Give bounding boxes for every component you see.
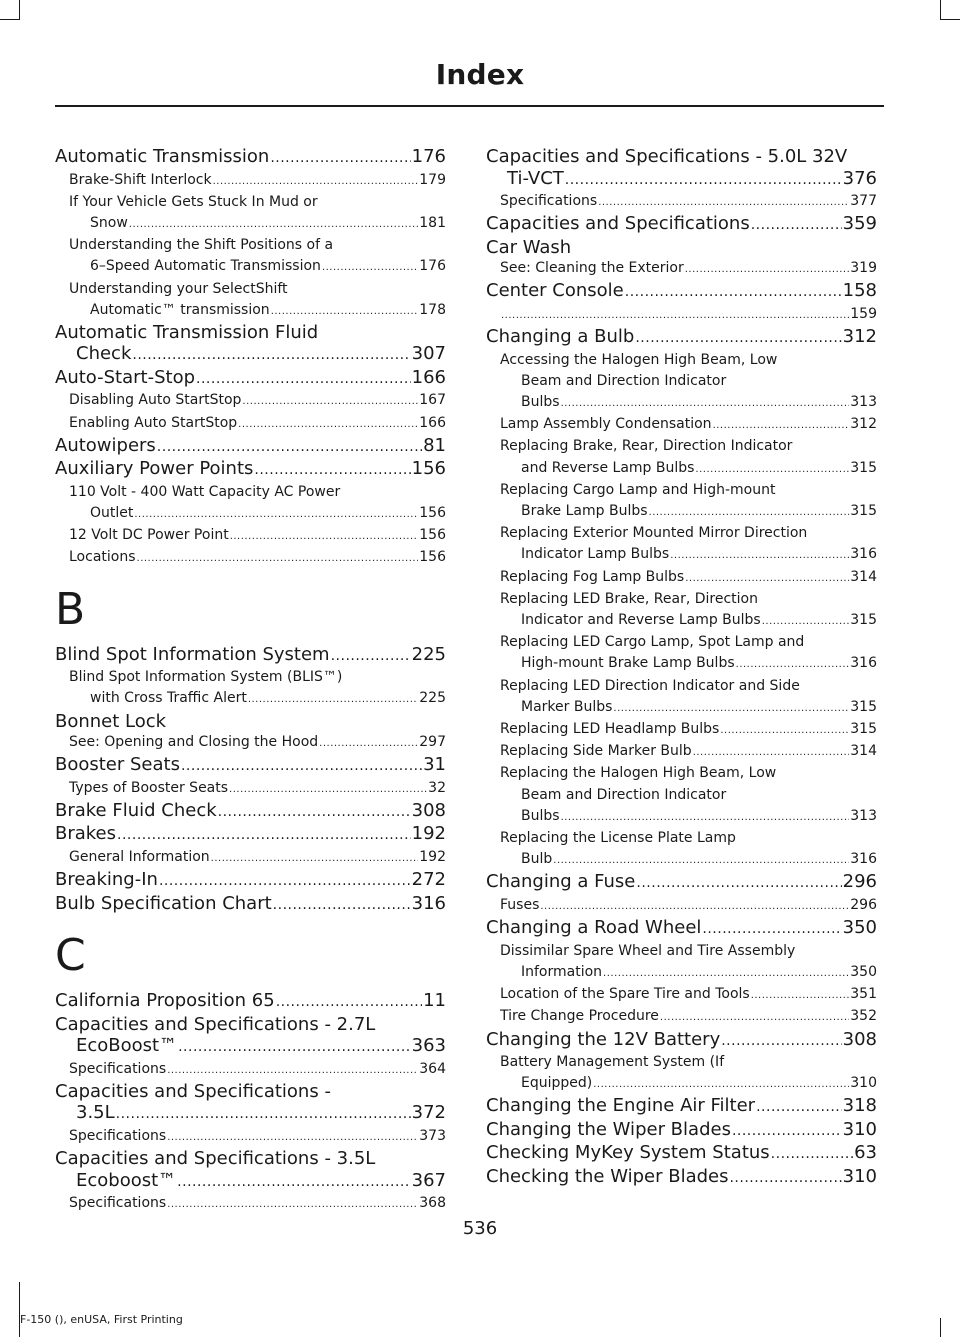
entry-text: California Proposition 65	[55, 990, 275, 1012]
entry-text: Locations	[69, 549, 136, 566]
dot-leader	[134, 504, 418, 525]
index-subentry[interactable]	[55, 413, 446, 435]
entry-text: Bonnet Lock	[55, 710, 167, 732]
index-entry[interactable]	[486, 280, 877, 304]
dot-leader	[736, 654, 850, 675]
dot-leader	[561, 393, 850, 414]
index-subentry[interactable]	[486, 350, 877, 415]
entry-text: Specifications	[500, 193, 598, 209]
entry-text: Replacing the License Plate Lamp	[500, 830, 736, 847]
index-subentry[interactable]	[55, 1126, 446, 1148]
entry-text: Check	[76, 343, 132, 365]
entry-text: Location of the Spare Tire and Tools	[500, 986, 750, 1003]
dot-leader	[254, 460, 410, 482]
dot-leader	[181, 756, 422, 778]
entry-text: Ecoboost™	[76, 1169, 177, 1191]
page-reference: 314	[850, 743, 877, 760]
dot-leader	[603, 963, 849, 984]
page-reference: 156	[419, 549, 446, 566]
page-reference: 363	[411, 1035, 446, 1057]
page-reference: 166	[419, 414, 446, 431]
dot-leader	[322, 257, 418, 278]
index-entry[interactable]	[55, 146, 446, 170]
page-reference: 32	[428, 779, 446, 796]
index-subentry[interactable]	[55, 667, 446, 710]
page-reference: 308	[411, 799, 446, 821]
page-reference: 31	[423, 754, 446, 776]
index-subentry[interactable]	[486, 741, 877, 763]
index-subentry[interactable]	[486, 304, 877, 326]
index-entry[interactable]	[486, 1029, 877, 1053]
page-title: Index	[435, 58, 525, 91]
entry-text: Outlet	[90, 505, 134, 522]
page-reference: 372	[411, 1102, 446, 1124]
entry-text: Beam and Direction Indicator	[521, 372, 727, 389]
entry-text: Auto-Start-Stop	[55, 366, 196, 388]
page-reference: 368	[419, 1195, 446, 1212]
page-reference: 364	[419, 1060, 446, 1077]
index-subentry[interactable]	[486, 436, 877, 479]
entry-text: 110 Volt - 400 Watt Capacity AC Power	[69, 483, 341, 500]
entry-text: Types of Booster Seats	[69, 779, 229, 796]
entry-text: EcoBoost™	[76, 1035, 178, 1057]
index-subentry[interactable]	[55, 192, 446, 235]
page-number: 536	[462, 1218, 498, 1239]
dot-leader	[129, 214, 418, 235]
dot-leader	[218, 802, 411, 824]
page-reference: 315	[850, 721, 877, 738]
index-subentry[interactable]	[486, 567, 877, 589]
page-reference: 225	[419, 690, 446, 707]
entry-text: Understanding your SelectShift	[69, 280, 288, 297]
entry-text: Specifications	[69, 1195, 167, 1212]
entry-text: Brakes	[55, 823, 117, 845]
entry-text: Car Wash	[486, 236, 572, 258]
entry-text: Blind Spot Information System (BLIS™)	[69, 669, 343, 686]
page-reference: 179	[419, 171, 446, 188]
entry-text: Specifications	[69, 1127, 167, 1144]
page-reference: 176	[419, 258, 446, 275]
entry-text: See: Opening and Closing the Hood	[69, 734, 319, 751]
entry-text: Brake Lamp Bulbs	[521, 503, 648, 520]
index-subentry[interactable]	[55, 525, 446, 547]
entry-text: High-mount Brake Lamp Bulbs	[521, 655, 735, 672]
section-letter: B	[55, 583, 86, 635]
entry-text: and Reverse Lamp Bulbs	[521, 459, 695, 476]
index-subentry[interactable]	[55, 732, 446, 754]
dot-leader	[501, 305, 849, 326]
index-entry[interactable]	[55, 322, 446, 367]
entry-text: Changing the 12V Battery	[486, 1028, 721, 1050]
entry-text: Replacing LED Direction Indicator and Side	[500, 677, 800, 694]
page-reference: 312	[850, 416, 877, 433]
index-entry[interactable]	[55, 893, 446, 917]
entry-text: Changing the Wiper Blades	[486, 1118, 731, 1140]
page-reference: 359	[842, 213, 877, 235]
index-subentry[interactable]	[486, 763, 877, 828]
page-reference: 315	[850, 459, 877, 476]
page-reference: 312	[842, 326, 877, 348]
dot-leader	[177, 1172, 410, 1194]
index-subentry[interactable]	[486, 828, 877, 871]
index-entry[interactable]	[486, 1119, 877, 1143]
entry-text: Checking MyKey System Status	[486, 1142, 770, 1164]
index-entry[interactable]	[55, 869, 446, 893]
dot-leader	[721, 1031, 841, 1053]
entry-text: Changing a Bulb	[486, 326, 635, 348]
index-subentry[interactable]	[55, 1059, 446, 1081]
dot-leader	[271, 301, 419, 322]
entry-text: Replacing LED Cargo Lamp, Spot Lamp and	[500, 634, 805, 651]
dot-leader	[635, 328, 841, 350]
index-subentry[interactable]	[486, 676, 877, 719]
entry-text: Replacing Fog Lamp Bulbs	[500, 568, 685, 585]
page-reference: 318	[842, 1095, 877, 1117]
page-reference: 166	[411, 366, 446, 388]
page-reference: 272	[411, 869, 446, 891]
entry-text: Enabling Auto StartStop	[69, 414, 238, 431]
page-reference: 310	[850, 1075, 877, 1092]
page-reference: 315	[850, 503, 877, 520]
entry-text: Capacities and Specifications - 3.5L	[55, 1148, 376, 1170]
entry-text: Blind Spot Information System	[55, 643, 330, 665]
index-subentry[interactable]	[486, 191, 877, 213]
entry-text: 12 Volt DC Power Point	[69, 527, 229, 544]
index-entry[interactable]	[55, 823, 446, 847]
page-reference: 373	[419, 1127, 446, 1144]
dot-leader	[685, 568, 849, 589]
dot-leader	[117, 825, 411, 847]
dot-leader	[273, 895, 411, 917]
entry-text: Accessing the Halogen High Beam, Low	[500, 351, 778, 368]
entry-text: Replacing the Halogen High Beam, Low	[500, 765, 777, 782]
entry-text: Indicator and Reverse Lamp Bulbs	[521, 612, 761, 629]
crop-mark-bottom-right-v	[940, 1318, 941, 1337]
entry-text: Automatic Transmission	[55, 146, 270, 167]
entry-text: Automatic™ transmission	[90, 301, 270, 318]
entry-text: Auxiliary Power Points	[55, 458, 254, 480]
index-entry[interactable]	[486, 326, 877, 350]
crop-mark-bottom-left-v	[19, 1282, 20, 1337]
dot-leader	[702, 919, 841, 941]
dot-leader	[270, 148, 410, 170]
page-reference: 63	[854, 1142, 877, 1164]
entry-text: Automatic Transmission Fluid	[55, 321, 319, 343]
header-divider	[55, 105, 884, 107]
index-subentry[interactable]	[486, 258, 877, 280]
page-reference: 316	[850, 546, 877, 563]
dot-leader	[729, 1168, 841, 1190]
entry-text: Bulb	[521, 851, 553, 868]
index-entry[interactable]	[55, 644, 446, 668]
dot-leader	[598, 192, 849, 213]
page-reference: 81	[423, 434, 446, 456]
entry-text: Understanding the Shift Positions of a	[69, 237, 334, 254]
entry-text: Checking the Wiper Blades	[486, 1165, 729, 1187]
entry-text: Replacing Side Marker Bulb	[500, 743, 692, 760]
dot-leader	[685, 259, 850, 280]
page-reference: 376	[842, 167, 877, 189]
page-reference: 351	[850, 986, 877, 1003]
dot-leader	[762, 611, 850, 632]
entry-text: Breaking-In	[55, 869, 158, 891]
entry-text: Changing the Engine Air Filter	[486, 1095, 756, 1117]
page-reference: 156	[411, 458, 446, 480]
index-entry[interactable]	[486, 1166, 877, 1190]
entry-text: Changing a Road Wheel	[486, 917, 702, 939]
dot-leader	[649, 502, 850, 523]
dot-leader	[157, 437, 422, 459]
page-reference: 192	[419, 848, 446, 865]
entry-text: Replacing Cargo Lamp and High-mount	[500, 481, 776, 498]
entry-text: Brake-Shift Interlock	[69, 171, 212, 188]
dot-leader	[720, 720, 849, 741]
entry-text: See: Cleaning the Exterior	[500, 260, 684, 277]
entry-text: Snow	[90, 214, 128, 231]
entry-text: 6–Speed Automatic Transmission	[90, 258, 321, 275]
index-entry[interactable]	[486, 917, 877, 941]
index-entry[interactable]	[55, 1148, 446, 1193]
page-reference: 315	[850, 612, 877, 629]
index-entry[interactable]	[486, 146, 877, 191]
dot-leader	[565, 170, 842, 192]
index-subentry[interactable]	[55, 778, 446, 800]
entry-text: Bulbs	[521, 807, 560, 824]
entry-text: with Cross Traffic Alert	[90, 690, 247, 707]
page-reference: 314	[850, 568, 877, 585]
page-reference: 176	[411, 146, 446, 167]
dot-leader	[561, 807, 850, 828]
dot-leader	[167, 1127, 418, 1148]
entry-text: Brake Fluid Check	[55, 799, 217, 821]
entry-text: Capacities and Specifications - 2.7L	[55, 1013, 376, 1035]
index-subentry[interactable]	[486, 941, 877, 984]
page-reference: 192	[411, 823, 446, 845]
page-reference: 308	[842, 1028, 877, 1050]
index-entry[interactable]	[486, 213, 877, 237]
entry-text: Replacing Brake, Rear, Direction Indicator	[500, 438, 793, 455]
index-entry[interactable]	[55, 711, 446, 733]
entry-text: Tire Change Procedure	[500, 1008, 659, 1025]
dot-leader	[167, 1194, 418, 1215]
index-entry[interactable]	[55, 367, 446, 391]
page-reference: 316	[850, 851, 877, 868]
page-reference: 313	[850, 394, 877, 411]
page-reference: 319	[850, 260, 877, 277]
page-reference: 296	[850, 896, 877, 913]
entry-text: Specifications	[69, 1060, 167, 1077]
entry-text: Lamp Assembly Condensation	[500, 416, 712, 433]
index-entry[interactable]	[55, 1081, 446, 1126]
index-entry[interactable]	[486, 1142, 877, 1166]
index-subentry[interactable]	[486, 632, 877, 675]
dot-leader	[238, 414, 418, 435]
page-reference: 315	[850, 698, 877, 715]
dot-leader	[276, 992, 422, 1014]
crop-mark-top-right-v	[940, 0, 941, 20]
page-reference: 156	[419, 505, 446, 522]
dot-leader	[756, 1097, 842, 1119]
index-entry[interactable]	[486, 1095, 877, 1119]
dot-leader	[196, 369, 411, 391]
dot-leader	[319, 733, 418, 754]
dot-leader	[248, 689, 418, 710]
index-subentry[interactable]	[55, 235, 446, 278]
dot-leader	[693, 742, 850, 763]
section-letter: C	[55, 930, 86, 982]
index-entry[interactable]	[55, 800, 446, 824]
index-entry[interactable]	[55, 458, 446, 482]
dot-leader	[137, 548, 419, 569]
dot-leader	[670, 545, 849, 566]
page-reference: 225	[411, 643, 446, 665]
edition-footer: F-150 (), enUSA, First Printing	[20, 1313, 183, 1326]
entry-text: Replacing LED Headlamp Bulbs	[500, 721, 720, 738]
index-subentry[interactable]	[55, 1193, 446, 1215]
entry-text: Autowipers	[55, 434, 156, 456]
dot-leader	[242, 391, 418, 412]
index-subentry[interactable]	[486, 480, 877, 523]
page-reference: 310	[842, 1118, 877, 1140]
dot-leader	[230, 526, 419, 547]
page-reference: 11	[423, 990, 446, 1012]
page-reference: 156	[419, 527, 446, 544]
entry-text: Dissimilar Spare Wheel and Tire Assembly	[500, 942, 796, 959]
dot-leader	[178, 1037, 411, 1059]
dot-leader	[159, 871, 411, 893]
index-entry[interactable]	[55, 990, 446, 1014]
index-entry[interactable]	[55, 1014, 446, 1059]
page-reference: 297	[419, 734, 446, 751]
entry-text: Bulb Specification Chart	[55, 892, 272, 914]
page-reference: 316	[850, 655, 877, 672]
entry-text: If Your Vehicle Gets Stuck In Mud or	[69, 193, 318, 210]
page-reference: 307	[411, 343, 446, 365]
index-subentry[interactable]	[486, 895, 877, 917]
index-subentry[interactable]	[486, 719, 877, 741]
dot-leader	[553, 850, 849, 871]
entry-text: Beam and Direction Indicator	[521, 786, 727, 803]
index-entry[interactable]	[55, 754, 446, 778]
page-reference: 377	[850, 193, 877, 209]
dot-leader	[751, 985, 850, 1006]
entry-text: Disabling Auto StartStop	[69, 392, 242, 409]
crop-mark-top-left-h	[0, 19, 20, 20]
entry-text: Bulbs	[521, 394, 560, 411]
entry-text: Equipped)	[521, 1075, 593, 1092]
dot-leader	[636, 873, 841, 895]
entry-text: Capacities and Specifications -	[55, 1080, 331, 1102]
entry-text: Capacities and Specifications	[486, 213, 750, 235]
dot-leader	[751, 215, 842, 237]
page-reference: 181	[419, 214, 446, 231]
entry-text: Replacing Exterior Mounted Mirror Direction	[500, 525, 808, 542]
index-column-right	[486, 146, 877, 1189]
index-subentry[interactable]	[486, 984, 877, 1006]
page-reference: 159	[850, 305, 877, 322]
index-entry[interactable]	[486, 237, 877, 259]
entry-text: Battery Management System (If	[500, 1054, 725, 1070]
index-subentry[interactable]	[55, 170, 446, 192]
page-reference: 296	[842, 871, 877, 893]
dot-leader	[331, 646, 411, 668]
dot-leader	[625, 282, 842, 304]
page-reference: 313	[850, 807, 877, 824]
dot-leader	[613, 698, 849, 719]
dot-leader	[213, 171, 419, 192]
index-subentry[interactable]	[55, 547, 446, 569]
entry-text: Information	[521, 963, 603, 980]
dot-leader	[732, 1121, 842, 1143]
entry-text: Capacities and Specifications - 5.0L 32V	[486, 146, 848, 167]
page-reference: 350	[850, 963, 877, 980]
index-column-left	[55, 146, 446, 1215]
entry-text: Booster Seats	[55, 754, 180, 776]
dot-leader	[660, 1007, 849, 1028]
index-entry[interactable]	[55, 435, 446, 459]
index-subentry[interactable]	[55, 390, 446, 412]
index-subentry[interactable]	[55, 482, 446, 525]
entry-text: General Information	[69, 848, 210, 865]
index-subentry[interactable]	[486, 414, 877, 436]
entry-text: Center Console	[486, 280, 624, 302]
index-subentry[interactable]	[486, 523, 877, 566]
page-reference: 158	[842, 280, 877, 302]
entry-text: Replacing LED Brake, Rear, Direction	[500, 590, 758, 607]
index-subentry[interactable]	[55, 279, 446, 322]
page-reference: 316	[411, 892, 446, 914]
index-subentry[interactable]	[486, 589, 877, 632]
entry-text: Indicator Lamp Bulbs	[521, 546, 670, 563]
dot-leader	[229, 779, 427, 800]
dot-leader	[771, 1144, 853, 1166]
dot-leader	[695, 459, 849, 480]
entry-text: Fuses	[500, 896, 540, 913]
crop-mark-top-right-h	[940, 19, 960, 20]
dot-leader	[116, 1104, 411, 1126]
dot-leader	[593, 1074, 849, 1095]
crop-mark-top-left-v	[19, 0, 20, 20]
index-subentry[interactable]	[486, 1052, 877, 1095]
entry-text: Marker Bulbs	[521, 698, 613, 715]
dot-leader	[713, 415, 850, 436]
index-subentry[interactable]	[55, 847, 446, 869]
dot-leader	[540, 896, 849, 917]
page-reference: 352	[850, 1008, 877, 1025]
page-reference: 310	[842, 1165, 877, 1187]
index-subentry[interactable]	[486, 1006, 877, 1028]
entry-text: Changing a Fuse	[486, 871, 636, 893]
page-reference: 367	[411, 1169, 446, 1191]
page-reference: 350	[842, 917, 877, 939]
dot-leader	[167, 1060, 418, 1081]
page-reference: 178	[419, 301, 446, 318]
index-entry[interactable]	[486, 871, 877, 895]
dot-leader	[211, 848, 419, 869]
entry-text: Ti-VCT	[507, 167, 564, 189]
entry-text: 3.5L	[76, 1102, 115, 1124]
page-reference: 167	[419, 392, 446, 409]
dot-leader	[132, 345, 410, 367]
